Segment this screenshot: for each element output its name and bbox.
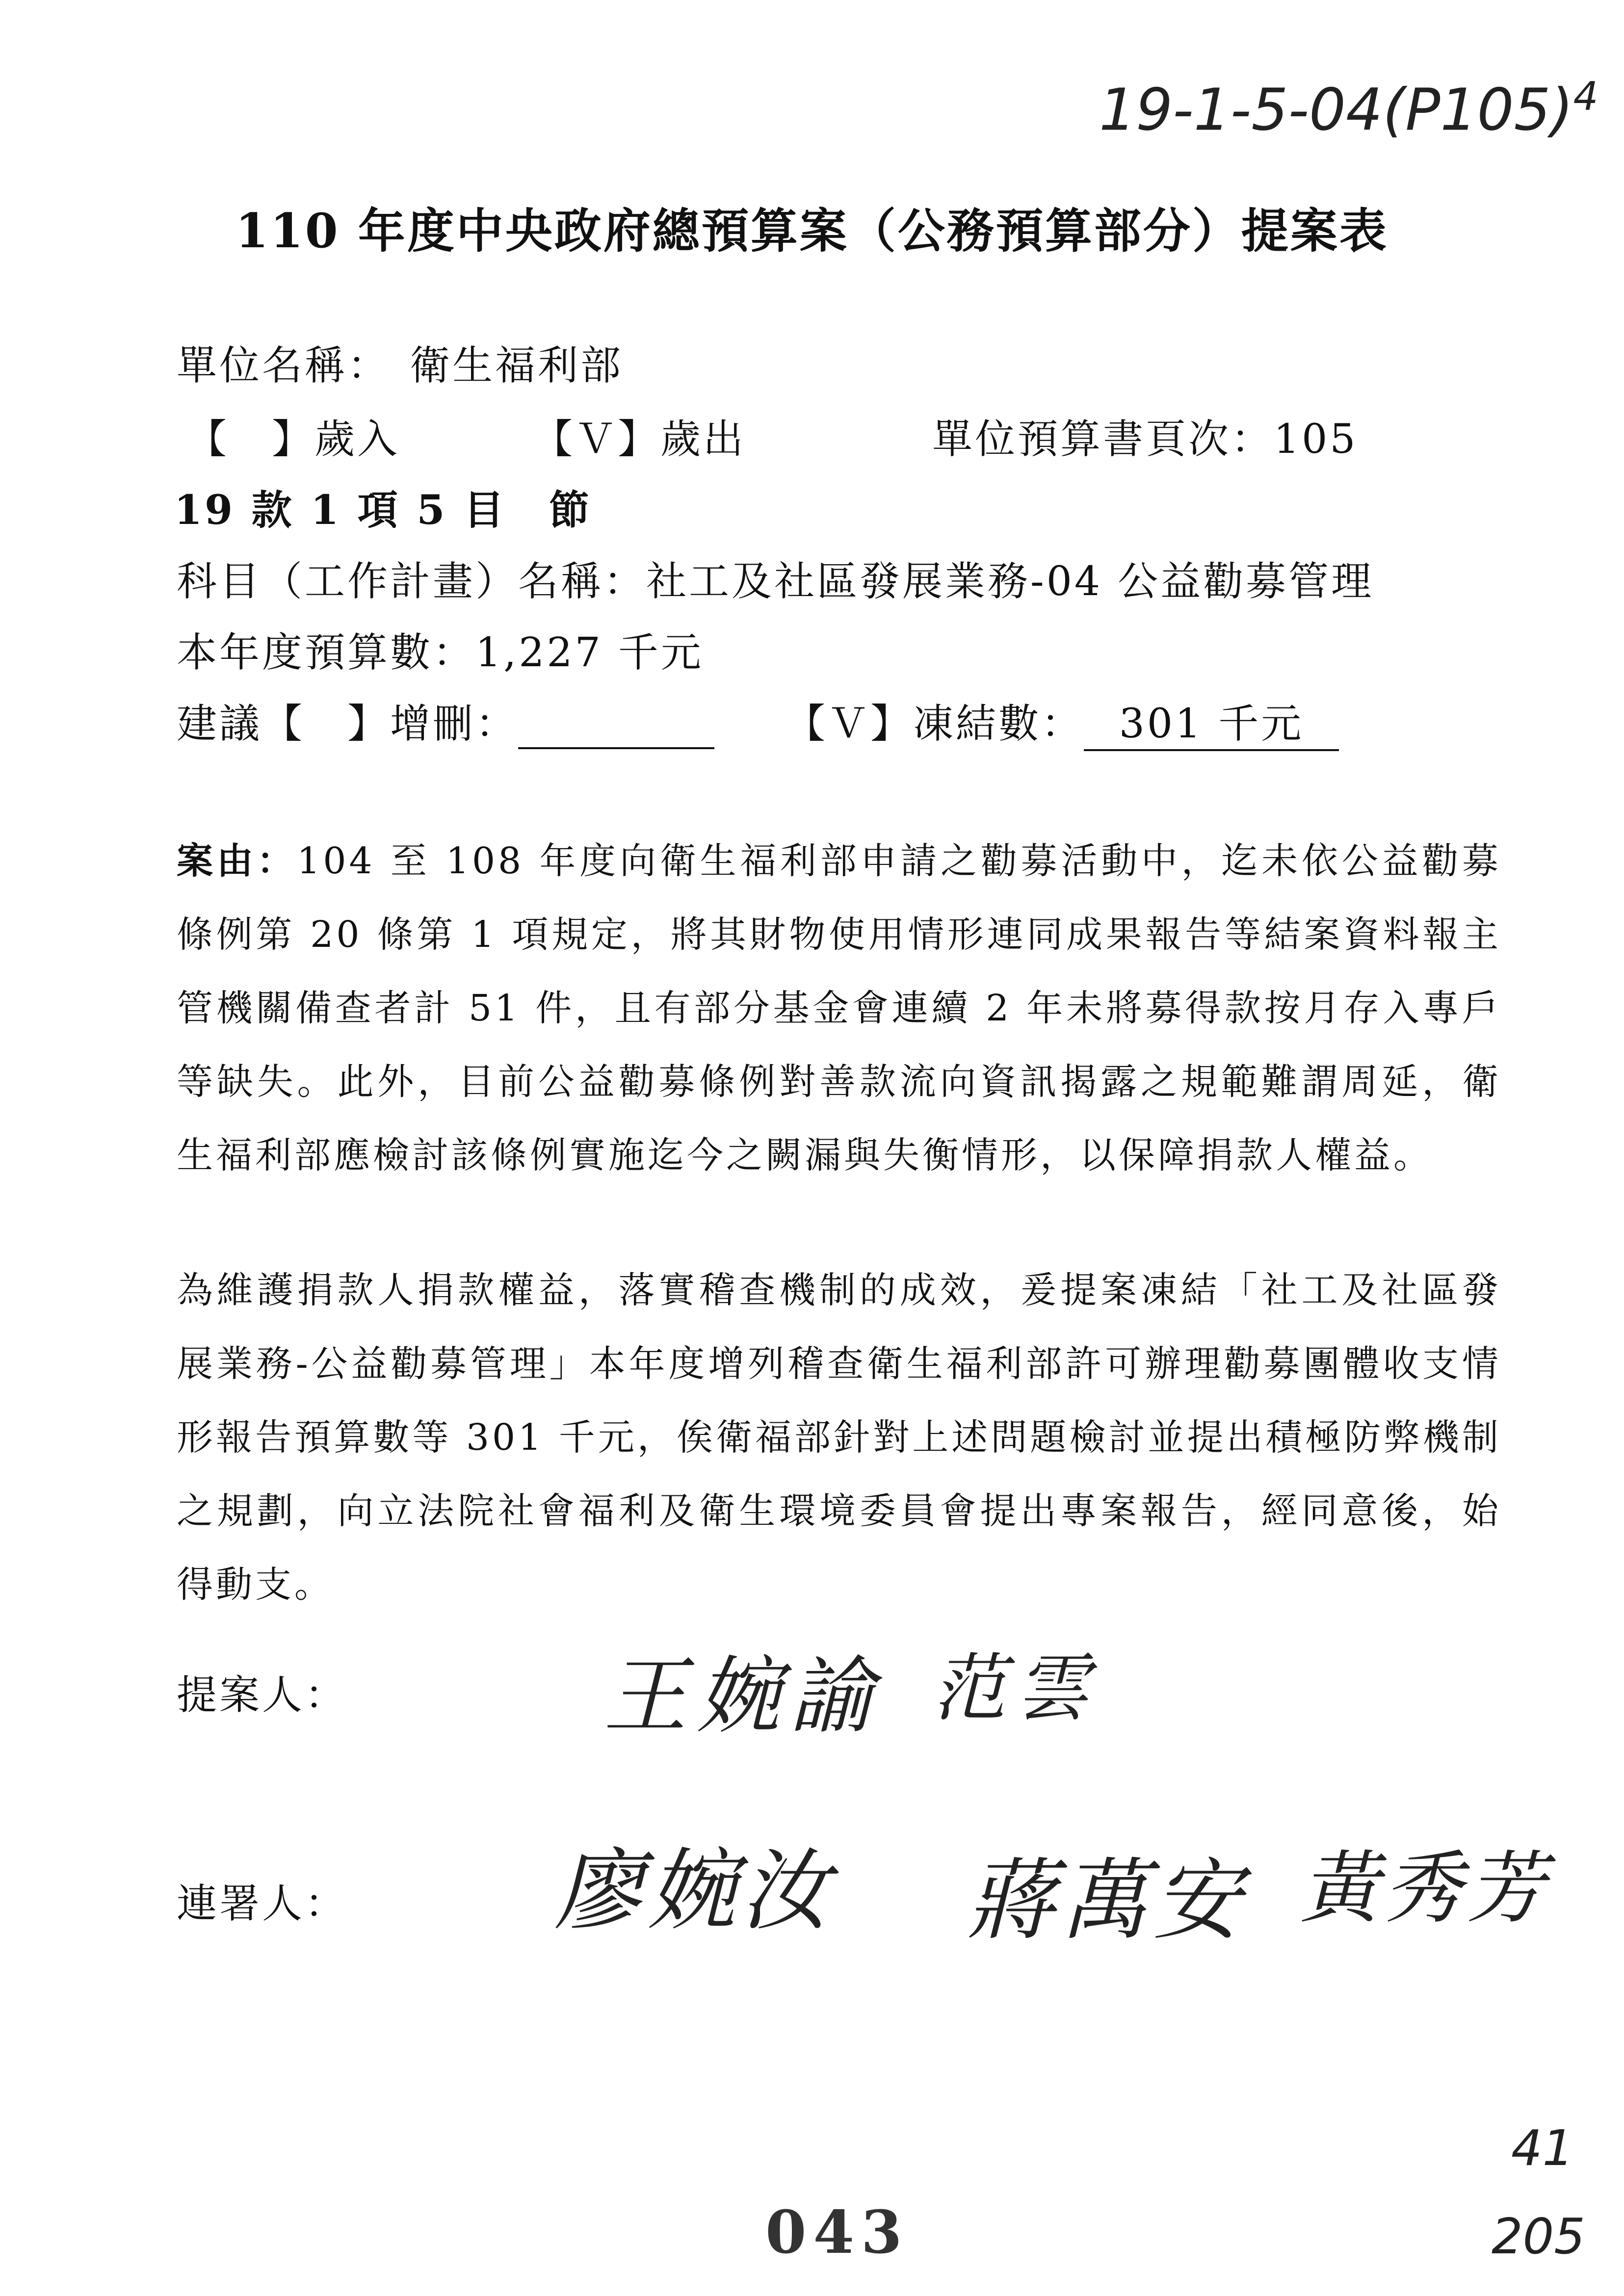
budget-amount-value: 1,227 千元: [475, 629, 704, 676]
budget-page-label: 單位預算書頁次：: [932, 416, 1274, 463]
budget-amount-label: 本年度預算數：: [177, 629, 476, 676]
form-title: 110 年度中央政府總預算案（公務預算部分）提案表: [236, 203, 1388, 259]
subject-value: 社工及社區發展業務-04 公益勸募管理: [646, 558, 1374, 605]
reason-paragraph: [177, 824, 1501, 1192]
section-row: 19 款 1 項 5 目 節: [174, 487, 592, 534]
proposer-label: 提案人：: [177, 1672, 348, 1719]
freeze-label: 【Ｖ】凍結數：: [785, 701, 1084, 747]
handwritten-reference-annotation: [1099, 74, 1598, 143]
freeze-amount-value: 301 千元: [1084, 692, 1339, 751]
proposal-row: [177, 692, 714, 749]
revenue-checkbox: 【 】歲入: [186, 416, 400, 463]
expense-checkbox: 【Ｖ】歲出: [532, 416, 746, 463]
budget-page-value: 105: [1274, 416, 1358, 463]
cosigner-signature-1: 廖婉汝: [554, 1840, 835, 1942]
subject-row: [177, 549, 1374, 607]
cosigner-signature-2: 蔣萬安: [967, 1850, 1247, 1952]
proposal-adjust-label: 建議【 】增刪：: [177, 701, 519, 747]
reason-label: 案由：: [177, 840, 297, 882]
handwritten-annotation-bottom-2: 205: [1492, 2208, 1585, 2265]
subject-label: 科目（工作計畫）名稱：: [177, 558, 647, 605]
cosigner-signature-3: 黃秀芳: [1300, 1842, 1551, 1934]
unit-name-label: 單位名稱：: [177, 342, 391, 389]
reference-text: 19-1-5-04(P105): [1099, 76, 1573, 144]
handwritten-annotation-bottom-1: 41: [1511, 2119, 1574, 2177]
reference-superscript: 4: [1573, 74, 1598, 119]
page-number: 043: [765, 2198, 909, 2267]
budget-page-row: [932, 407, 1358, 465]
budget-amount-row: [177, 621, 704, 678]
reason-text: 104 至 108 年度向衛生福利部申請之勸募活動中，迄未依公益勸募條例第 20 條第 1 項規定，將其財物使用情形連同成果報告等結案資料報主管機關備查者計 51 件，且有部分基金會連續 2 年未將募得款按月存入專戶等缺失。此外，目前公益勸募條例對善款流向資訊揭露之規範難謂周延，衛生福利部應檢討該條例實施迄今之闕漏與失衡情形，以保障捐款人權益。: [177, 840, 1501, 1176]
proposer-signature-2: 范雲: [932, 1646, 1100, 1731]
unit-name-row: [177, 334, 623, 391]
proposal-body-paragraph: 為維護捐款人捐款權益，落實稽查機制的成效，爰提案凍結「社工及社區發展業務-公益勸募管理」本年度增列稽查衛生福利部許可辦理勸募團體收支情形報告預算數等 301 千元，俟衛福部針對上述問題檢討並提出積極防弊機制之規劃，向立法院社會福利及衛生環境委員會提出專案報告，經同意後，始得動支。: [177, 1269, 1501, 1606]
proposer-signature-1: 王婉諭: [603, 1648, 884, 1745]
unit-name-value: 衛生福利部: [410, 342, 624, 389]
freeze-row: [785, 692, 1339, 751]
adjust-amount-blank: [518, 707, 714, 749]
cosigner-label: 連署人：: [177, 1880, 348, 1927]
